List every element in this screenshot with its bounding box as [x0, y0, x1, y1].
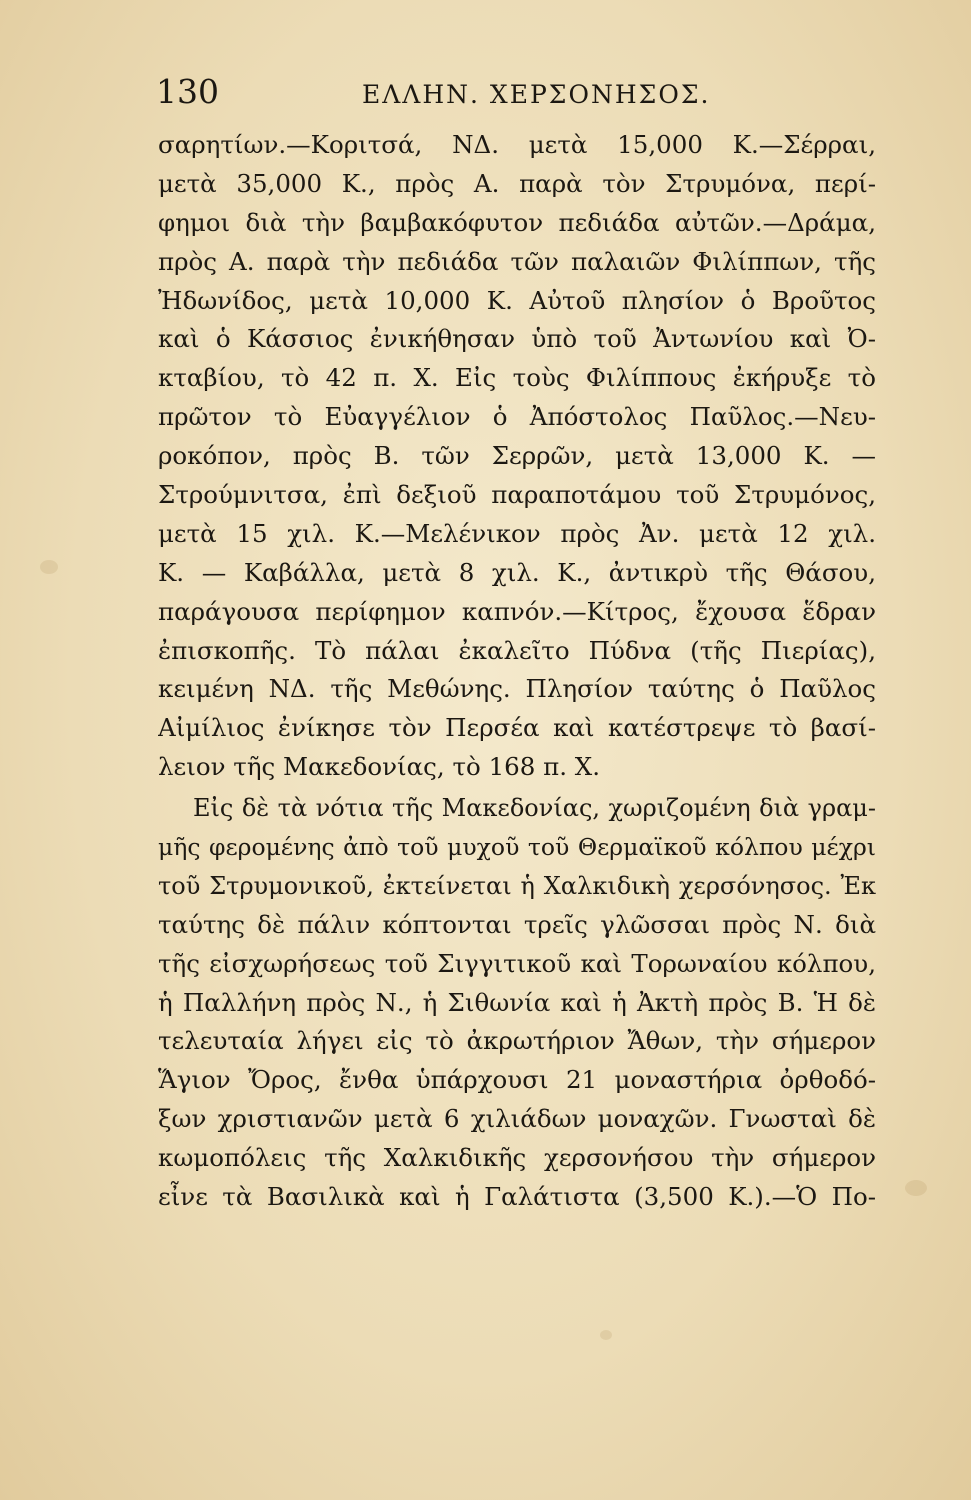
paper-stain: [905, 1180, 927, 1196]
text-line: ἡ Παλλήνη πρὸς Ν., ἡ Σιθωνία καὶ ἡ Ἀκτὴ πρὸς Β. Ἡ δὲ: [158, 987, 876, 1017]
text-line: καὶ ὁ Κάσσιος ἐνικήθησαν ὑπὸ τοῦ Ἀντωνίου καὶ Ὀ-: [158, 324, 876, 354]
text-line: λειον τῆς Μακεδονίας, τὸ 168 π. Χ.: [158, 752, 601, 782]
text-line: κειμένη ΝΔ. τῆς Μεθώνης. Πλησίον ταύτης ὁ Παῦλος: [158, 674, 876, 704]
text-line: πρῶτον τὸ Εὐαγγέλιον ὁ Ἀπόστολος Παῦλος.—Νευ-: [158, 402, 876, 432]
page-number: 130: [156, 72, 219, 111]
text-line: Ἅγιον Ὄρος, ἔνθα ὑπάρχουσι 21 μοναστήρια ὀρθοδό-: [158, 1065, 876, 1095]
text-line: φημοι διὰ τὴν βαμβακόφυτον πεδιάδα αὐτῶν.—Δράμα,: [158, 207, 876, 237]
text-line: Κ. — Καβάλλα, μετὰ 8 χιλ. Κ., ἀντικρὺ τῆς Θάσου,: [158, 557, 876, 587]
text-line: μετὰ 15 χιλ. Κ.—Μελένικον πρὸς Ἀν. μετὰ 12 χιλ.: [158, 518, 876, 548]
page-text: [158, 126, 876, 1217]
page-header: [150, 70, 870, 120]
text-line: ταύτης δὲ πάλιν κόπτονται τρεῖς γλῶσσαι πρὸς Ν. διὰ: [158, 909, 876, 939]
text-line: πρὸς Α. παρὰ τὴν πεδιάδα τῶν παλαιῶν Φιλίππων, τῆς: [158, 246, 876, 276]
text-line: Στρούμνιτσα, ἐπὶ δεξιοῦ παραποτάμου τοῦ Στρυμόνος,: [158, 480, 876, 510]
text-line: παράγουσα περίφημον καπνόν.—Κίτρος, ἔχουσα ἕδραν: [158, 596, 876, 626]
text-line: σαρητίων.—Κοριτσά, ΝΔ. μετὰ 15,000 Κ.—Σέρραι,: [158, 130, 876, 159]
text-line: ξων χριστιανῶν μετὰ 6 χιλιάδων μοναχῶν. Γνωσταὶ δὲ: [158, 1104, 876, 1134]
paper-stain: [600, 1330, 612, 1340]
text-line: Αἰμίλιος ἐνίκησε τὸν Περσέα καὶ κατέστρεψε τὸ βασί-: [158, 713, 876, 743]
text-line: Εἰς δὲ τὰ νότια τῆς Μακεδονίας, χωριζομένη διὰ γραμ-: [193, 794, 876, 823]
text-line: κωμοπόλεις τῆς Χαλκιδικῆς χερσονήσου τὴν σήμερον: [158, 1143, 876, 1173]
paragraph-2: [158, 789, 876, 1217]
text-line: μετὰ 35,000 Κ., πρὸς Α. παρὰ τὸν Στρυμόνα, περί-: [158, 168, 876, 198]
text-line: τῆς εἰσχωρήσεως τοῦ Σιγγιτικοῦ καὶ Τορωναίου κόλπου,: [158, 948, 876, 978]
text-line: ἐπισκοπῆς. Τὸ πάλαι ἐκαλεῖτο Πύδνα (τῆς Πιερίας),: [158, 635, 876, 665]
text-line: κταβίου, τὸ 42 π. Χ. Εἰς τοὺς Φιλίππους ἐκήρυξε τὸ: [158, 363, 876, 393]
text-line: εἶνε τὰ Βασιλικὰ καὶ ἡ Γαλάτιστα (3,500 Κ.).—Ὁ Πο-: [158, 1182, 876, 1212]
paper-stain: [40, 560, 58, 574]
text-line: Ἠδωνίδος, μετὰ 10,000 Κ. Αὐτοῦ πλησίον ὁ Βροῦτος: [158, 285, 876, 315]
text-line: μῆς φερομένης ἀπὸ τοῦ μυχοῦ τοῦ Θερμαϊκοῦ κόλπου μέχρι: [158, 833, 876, 862]
paragraph-1: [158, 126, 876, 787]
text-line: τελευταία λήγει εἰς τὸ ἀκρωτήριον Ἄθων, τὴν σήμερον: [158, 1026, 876, 1056]
running-title: ΕΛΛΗΝ. ΧΕΡΣΟΝΗΣΟΣ.: [362, 80, 711, 109]
text-line: ροκόπον, πρὸς Β. τῶν Σερρῶν, μετὰ 13,000 Κ. —: [158, 441, 876, 471]
text-line: τοῦ Στρυμονικοῦ, ἐκτείνεται ἡ Χαλκιδικὴ χερσόνησος. Ἐκ: [158, 871, 876, 900]
